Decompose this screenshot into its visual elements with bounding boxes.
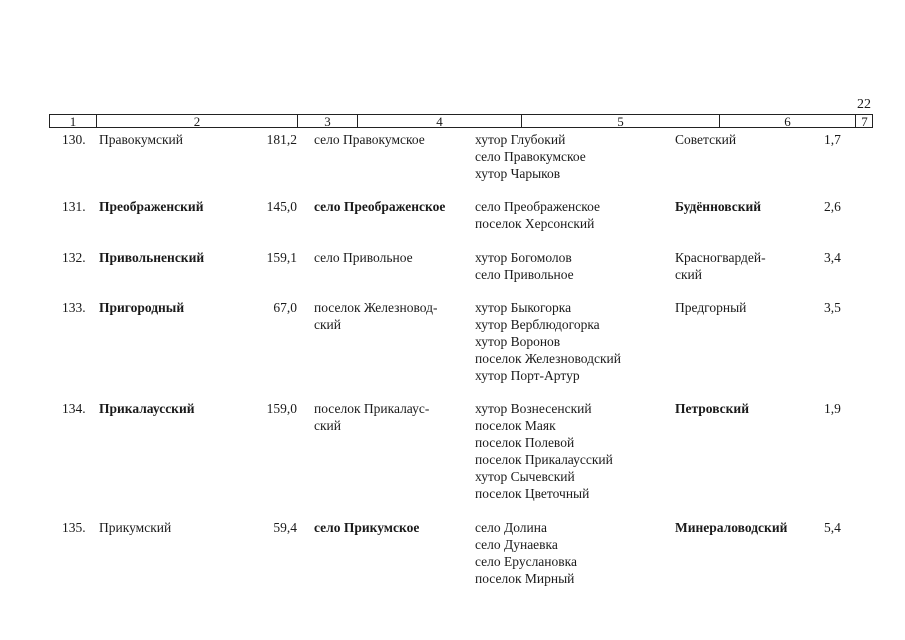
administrative-center-line: ский [314, 317, 341, 332]
settlements-list [475, 198, 600, 232]
header-col-4: 4 [357, 115, 521, 127]
district-name [675, 198, 761, 215]
administrative-center-line: поселок Прикалаус- [314, 401, 430, 416]
settlements-list-line: хутор Глубокий [475, 132, 566, 147]
value-cell: 3,5 [824, 300, 841, 315]
administrative-center-line: село Преображенское [314, 199, 446, 214]
row-number: 135. [62, 520, 86, 535]
header-col-6: 6 [719, 115, 855, 127]
administrative-center-line: село Привольное [314, 250, 413, 265]
row-number: 130. [62, 132, 86, 147]
settlements-list-line: село Правокумское [475, 149, 586, 164]
value-cell: 5,4 [824, 520, 841, 535]
district-name-line: Петровский [675, 401, 749, 416]
settlements-list-line: село Еруслановка [475, 554, 577, 569]
settlements-list-line: хутор Богомолов [475, 250, 572, 265]
district-name [675, 131, 736, 148]
table-header [49, 114, 873, 128]
administrative-center-line: ский [314, 418, 341, 433]
row-number: 131. [62, 199, 86, 214]
settlements-list-line: поселок Железноводский [475, 351, 621, 366]
municipality-name: Пригородный [99, 300, 185, 315]
value-cell: 1,9 [824, 401, 841, 416]
settlements-list [475, 249, 574, 283]
administrative-center [314, 131, 425, 148]
area-value: 159,1 [266, 250, 297, 265]
district-name [675, 299, 746, 316]
settlements-list-line: хутор Быкогорка [475, 300, 572, 315]
settlements-list [475, 519, 577, 587]
value-cell: 1,7 [824, 132, 841, 147]
settlements-list [475, 400, 613, 502]
area-value: 181,2 [266, 132, 297, 147]
settlements-list [475, 299, 621, 384]
settlements-list-line: поселок Полевой [475, 435, 575, 450]
district-name-line: Будённовский [675, 199, 762, 214]
administrative-center-line: село Правокумское [314, 132, 425, 147]
settlements-list-line: поселок Мирный [475, 571, 575, 586]
settlements-list-line: село Привольное [475, 267, 574, 282]
district-name-line: ский [675, 267, 702, 282]
row-number: 132. [62, 250, 86, 265]
row-number: 133. [62, 300, 86, 315]
value-cell: 3,4 [824, 250, 841, 265]
value-cell: 2,6 [824, 199, 841, 214]
settlements-list-line: село Дунаевка [475, 537, 558, 552]
settlements-list-line: хутор Воронов [475, 334, 561, 349]
administrative-center-line: село Прикумское [314, 520, 420, 535]
header-col-3: 3 [297, 115, 357, 127]
header-col-2: 2 [96, 115, 297, 127]
municipality-name: Прикумский [99, 520, 172, 535]
administrative-center [314, 519, 419, 536]
settlements-list [475, 131, 586, 182]
municipality-name: Привольненский [99, 250, 205, 265]
district-name-line: Советский [675, 132, 737, 147]
settlements-list-line: поселок Херсонский [475, 216, 595, 231]
area-value: 159,0 [266, 401, 297, 416]
row-number: 134. [62, 401, 86, 416]
area-value: 67,0 [273, 300, 297, 315]
settlements-list-line: хутор Чарыков [475, 166, 561, 181]
settlements-list-line: поселок Прикалаусский [475, 452, 613, 467]
district-name-line: Предгорный [675, 300, 747, 315]
settlements-list-line: село Долина [475, 520, 547, 535]
district-name-line: Красногвардей- [675, 250, 766, 265]
header-col-1: 1 [69, 114, 77, 129]
settlements-list-line: хутор Вознесенский [475, 401, 592, 416]
administrative-center [314, 299, 438, 333]
settlements-list-line: поселок Цветочный [475, 486, 590, 501]
header-col-5: 5 [521, 115, 719, 127]
municipality-name: Прикалаусский [99, 401, 195, 416]
header-col-7: 7 [855, 115, 873, 127]
settlements-list-line: поселок Маяк [475, 418, 556, 433]
administrative-center [314, 400, 429, 434]
settlements-list-line: хутор Сычевский [475, 469, 575, 484]
settlements-list-line: хутор Верблюдогорка [475, 317, 600, 332]
district-name [675, 249, 766, 283]
district-name [675, 400, 749, 417]
administrative-center-line: поселок Железновод- [314, 300, 438, 315]
settlements-list-line: хутор Порт-Артур [475, 368, 580, 383]
district-name-line: Минераловодский [675, 520, 788, 535]
municipality-name: Правокумский [99, 132, 184, 147]
settlements-list-line: село Преображенское [475, 199, 601, 214]
area-value: 145,0 [266, 199, 297, 214]
municipality-name: Преображенский [99, 199, 204, 214]
administrative-center [314, 249, 413, 266]
area-value: 59,4 [273, 520, 297, 535]
district-name [675, 519, 787, 536]
administrative-center [314, 198, 445, 215]
page-number: 22 [857, 97, 871, 112]
